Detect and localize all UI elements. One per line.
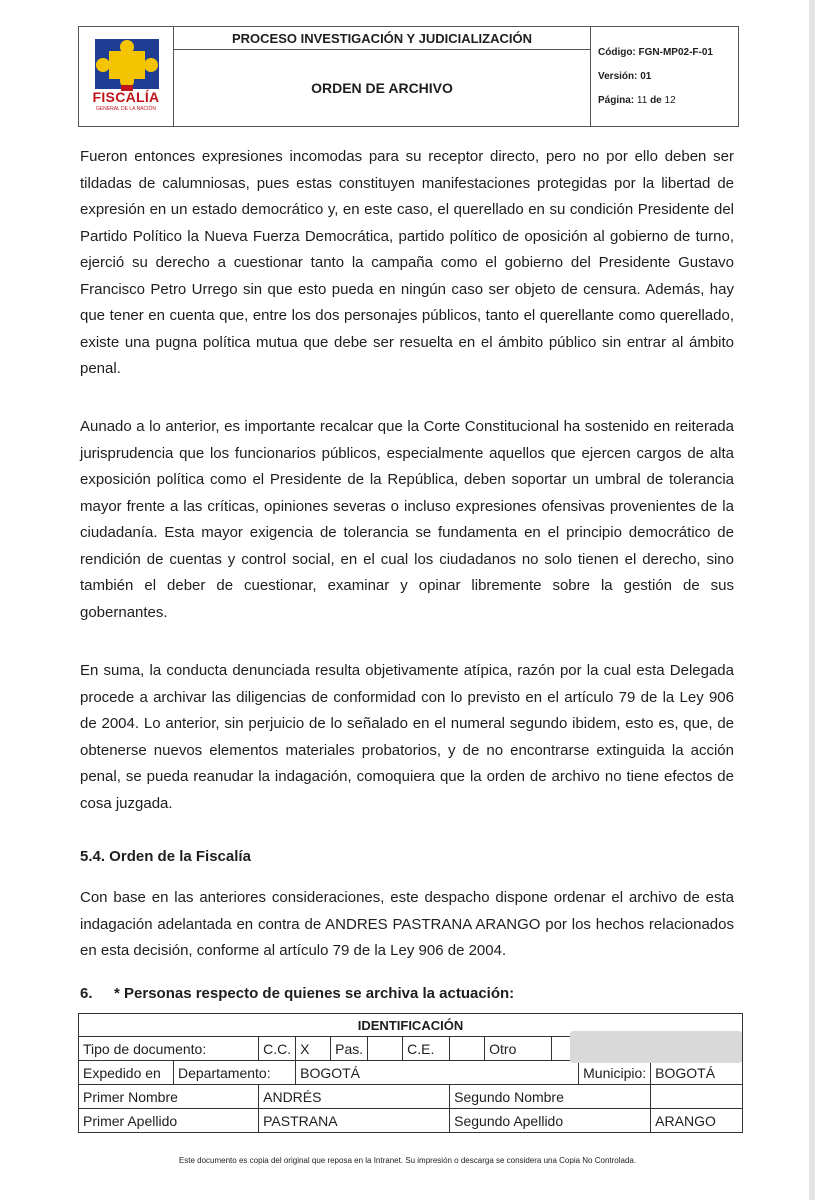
section-title: * Personas respecto de quienes se archiva la actuación: (114, 985, 515, 1002)
redacted-document-number (570, 1031, 742, 1063)
otro-label: Otro (485, 1037, 552, 1061)
process-title: PROCESO INVESTIGACIÓN Y JUDICIALIZACIÓN (174, 27, 591, 50)
pas-label: Pas. (331, 1037, 368, 1061)
table-title: IDENTIFICACIÓN (79, 1014, 743, 1037)
expedido-label: Expedido en (79, 1061, 174, 1085)
cc-mark: X (296, 1037, 331, 1061)
page-edge (809, 0, 815, 1200)
page-total: 12 (664, 94, 676, 106)
logo-cell (79, 27, 174, 127)
section-heading (80, 985, 514, 1002)
page-label: Página: (598, 94, 635, 106)
ce-label: C.E. (403, 1037, 450, 1061)
paragraph: Aunado a lo anterior, es importante recalcar que la Corte Constitucional ha sostenido en reiterada jurisprudencia que los funcionarios públicos, especialmente aquellos que ejercen cargos de alta exposición política como el Presidente de la República, deben soportar un umbral de tolerancia mayor frente a las críticas, opiniones severas o incluso expresiones ofensivas provenientes de la ciudadanía. Esta mayor exigencia de tolerancia se fundamenta en el principio democrático de rendición de cuentas y control social, en el cual los ciudadanos no solo tienen el derecho, sino también el deber de cuestionar, examinar y opinar libremente sobre la gestión de sus gobernantes. (80, 418, 734, 621)
section-number: 6. (80, 985, 93, 1002)
primer-apellido-value: PASTRANA (259, 1109, 450, 1133)
doc-type-label: Tipo de documento: (79, 1037, 259, 1061)
logo-subtitle: GENERAL DE LA NACIÓN (95, 106, 157, 112)
section-heading: 5.4. Orden de la Fiscalía (80, 848, 251, 865)
document-header (78, 26, 739, 127)
page-current: 11 (636, 94, 648, 106)
document-title: ORDEN DE ARCHIVO (174, 50, 591, 127)
table-row (79, 1109, 743, 1133)
page-number (598, 89, 738, 113)
document-metadata (591, 27, 739, 127)
page-of: de (650, 94, 662, 106)
departamento-value: BOGOTÁ (296, 1061, 579, 1085)
departamento-label: Departamento: (174, 1061, 296, 1085)
document-version: Versión: 01 (598, 70, 652, 82)
segundo-apellido-value: ARANGO (651, 1109, 743, 1133)
ce-mark (450, 1037, 485, 1061)
table-row (79, 1085, 743, 1109)
segundo-nombre-value (651, 1085, 743, 1109)
primer-nombre-value: ANDRÉS (259, 1085, 450, 1109)
table-row (79, 1061, 743, 1085)
segundo-apellido-label: Segundo Apellido (450, 1109, 651, 1133)
logo-name: FISCALÍA (92, 89, 160, 105)
footer-disclaimer: Este documento es copia del original que reposa en la Intranet. Su impresión o descarga se considera una Copia No Controlada. (178, 1156, 637, 1165)
segundo-nombre-label: Segundo Nombre (450, 1085, 651, 1109)
primer-apellido-label: Primer Apellido (79, 1109, 259, 1133)
municipio-label: Municipio: (579, 1061, 651, 1085)
municipio-value: BOGOTÁ (651, 1061, 743, 1085)
cc-label: C.C. (259, 1037, 296, 1061)
document-code: Código: FGN-MP02-F-01 (598, 46, 713, 58)
paragraph: En suma, la conducta denunciada resulta objetivamente atípica, razón por la cual esta Delegada procede a archivar las diligencias de conformidad con lo previsto en el artículo 79 de la Ley 906 de 2004. Lo anterior, sin perjuicio de lo señalado en el numeral segundo ibidem, esto es, que, de obtenerse nuevos elementos materiales probatorios, y de no encontrarse extinguida la acción penal, se pueda reanudar la indagación, comoquiera que la orden de archivo no tiene efectos de cosa juzgada. (80, 662, 734, 812)
paragraph: Fueron entonces expresiones incomodas para su receptor directo, pero no por ello deben ser tildadas de calumniosas, pues estas constituyen manifestaciones protegidas por la libertad de expresión en un estado democrático y, en este caso, el querellado en su condición Presidente del Partido Político la Nueva Fuerza Democrática, partido político de oposición al gobierno de turno, ejerció su derecho a cuestionar tanto la campaña como el gobierno del Presidente Gustavo Francisco Petro Urrego sin que esto pueda en ningún caso ser objeto de censura. Además, hay que tener en cuenta que, entre los dos personajes públicos, tanto el querellante como querellado, existe una pugna política mutua que debe ser resuelta en el ámbito público sin entrar al ámbito penal. (80, 148, 734, 377)
pas-mark (368, 1037, 403, 1061)
primer-nombre-label: Primer Nombre (79, 1085, 259, 1109)
paragraph: Con base en las anteriores consideraciones, este despacho dispone ordenar el archivo de esta indagación adelantada en contra de ANDRES PASTRANA ARANGO por los hechos relacionados en esta decisión, conforme al artículo 79 de la Ley 906 de 2004. (80, 889, 734, 959)
